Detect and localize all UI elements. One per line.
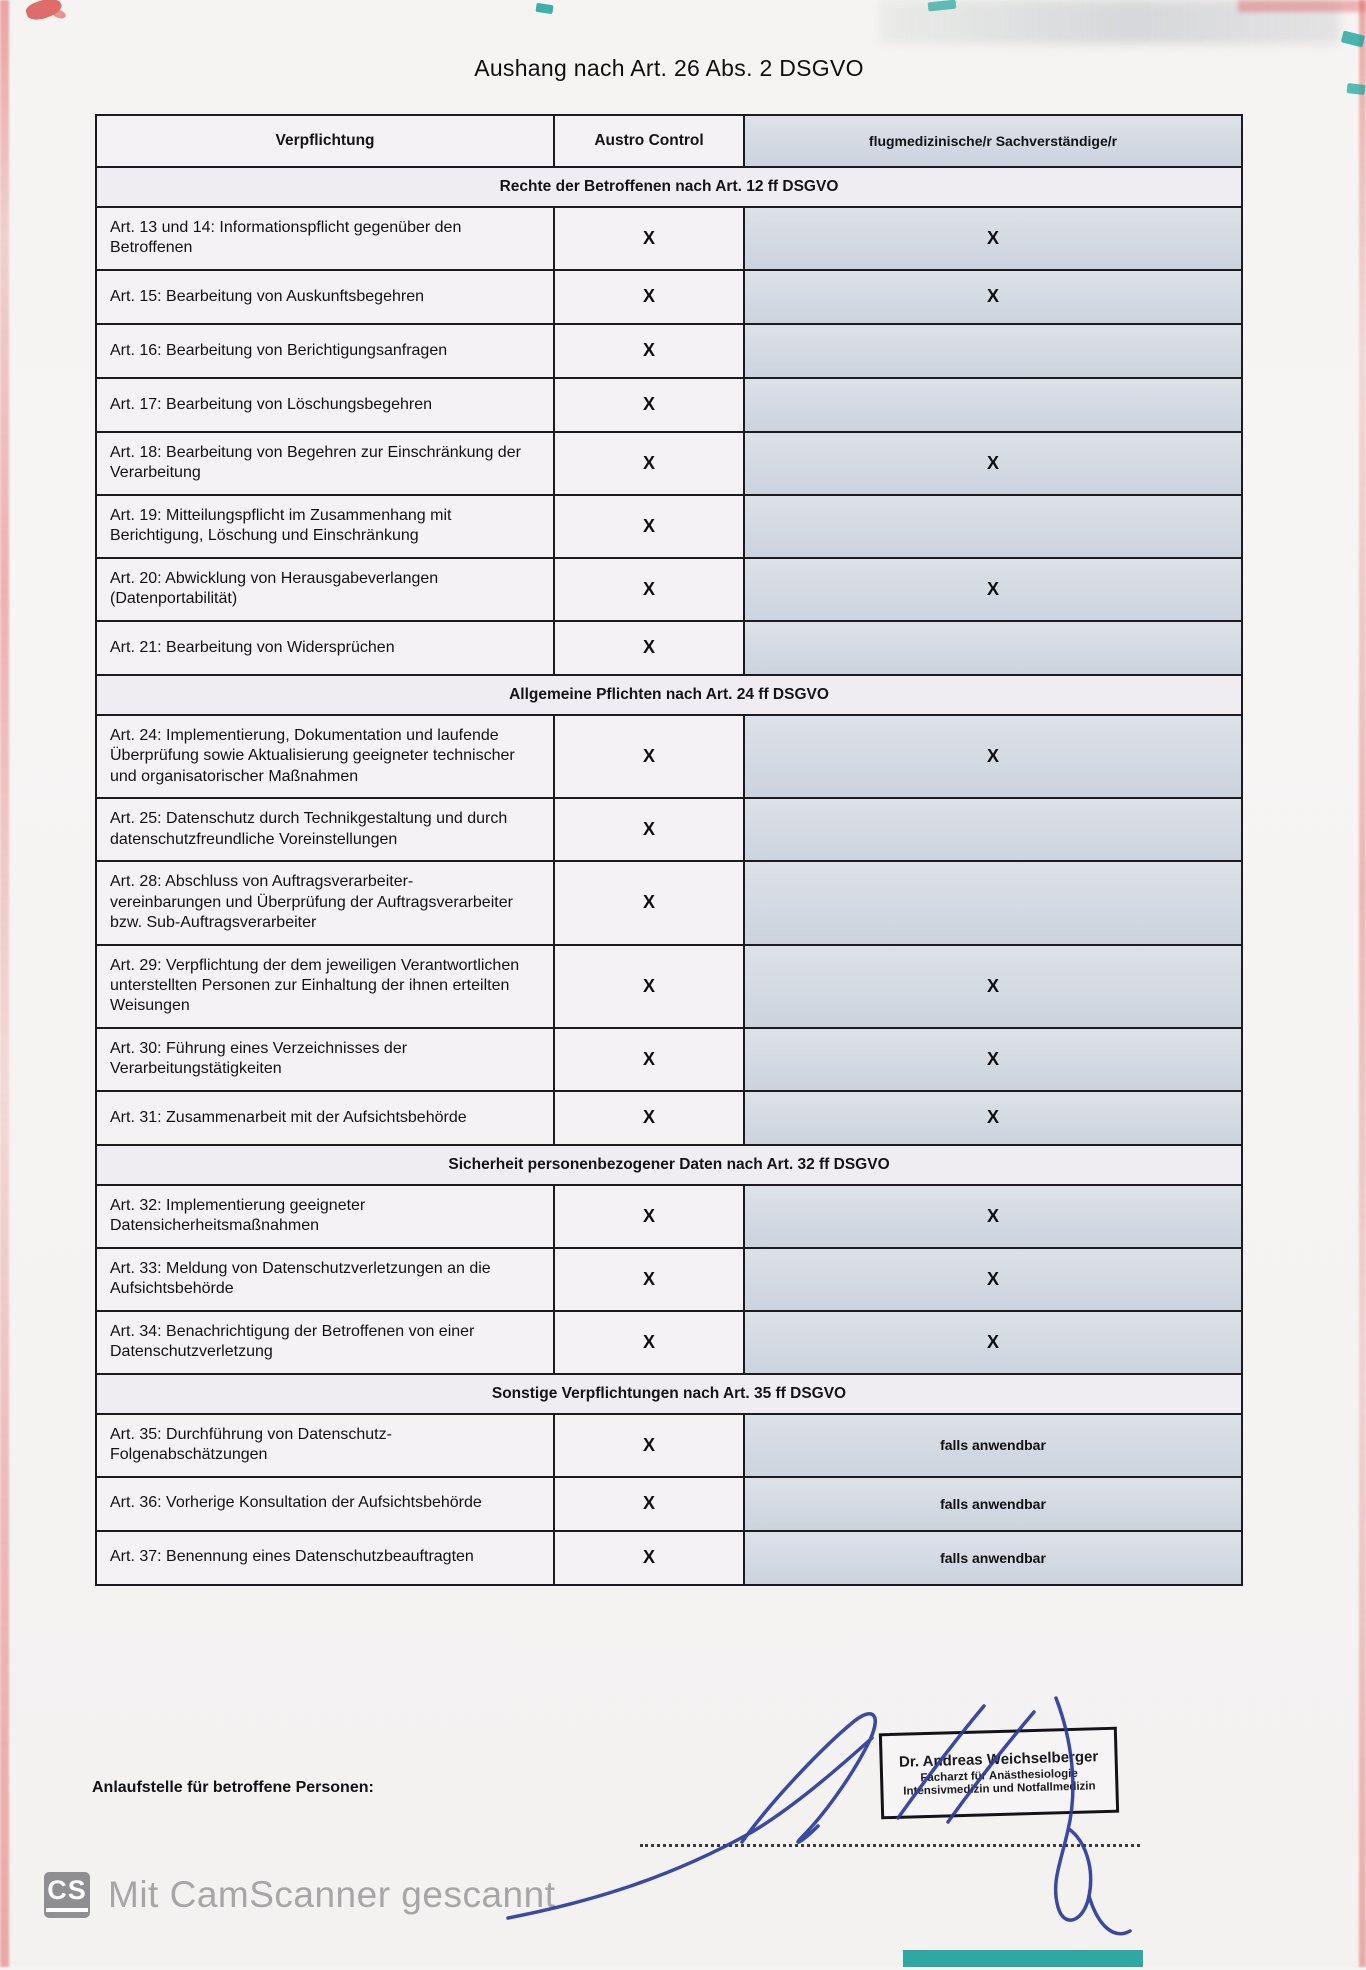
table-row [97,1184,1241,1247]
table-row [97,1027,1241,1090]
austro-control-cell: X [555,1249,745,1310]
obligation-label-cell: Art. 31: Zusammenarbeit mit der Aufsichtsbehörde [97,1092,555,1144]
obligation-label-cell: Art. 37: Benennung eines Datenschutzbeauftragten [97,1532,555,1584]
austro-control-cell: X [555,862,745,943]
column-header-sachverstaendige: flugmedizinische/r Sachverständige/r [745,116,1241,166]
sachverstaendige-cell: X [745,208,1241,269]
austro-control-cell: X [555,1415,745,1476]
table-row [97,714,1241,797]
scan-artifact-top-left-red-small [51,8,67,20]
obligation-label-cell: Art. 29: Verpflichtung der dem jeweiligen Verantwortlichen unterstellten Personen zur Einhaltung der ihnen erteilten Weisungen [97,946,555,1027]
austro-control-cell: X [555,208,745,269]
obligation-label-cell: Art. 35: Durchführung von Datenschutz-Folgenabschätzungen [97,1415,555,1476]
obligation-label-cell: Art. 32: Implementierung geeigneter Datensicherheitsmaßnahmen [97,1186,555,1247]
sachverstaendige-cell: X [745,716,1241,797]
austro-control-cell: X [555,496,745,557]
table-row [97,797,1241,860]
sachverstaendige-cell [745,862,1241,943]
section-title: Sonstige Verpflichtungen nach Art. 35 ff DSGVO [491,1384,847,1402]
scan-artifact-right-teal-1 [1341,31,1365,48]
austro-control-cell: X [555,1532,745,1584]
austro-control-cell: X [555,1092,745,1144]
signature-ink [500,1680,1140,1970]
sachverstaendige-cell: X [745,1029,1241,1090]
obligation-label-cell: Art. 33: Meldung von Datenschutzverletzungen an die Aufsichtsbehörde [97,1249,555,1310]
obligation-label-cell: Art. 19: Mitteilungspflicht im Zusammenhang mit Berichtigung, Löschung und Einschränkung [97,496,555,557]
section-header-row [97,674,1241,714]
table-row [97,860,1241,943]
table-row [97,1413,1241,1476]
table-row [97,944,1241,1027]
obligation-label-cell: Art. 18: Bearbeitung von Begehren zur Einschränkung der Verarbeitung [97,433,555,494]
austro-control-cell: X [555,1029,745,1090]
table-header-row [97,116,1241,166]
contact-point-label: Anlaufstelle für betroffene Personen: [92,1779,374,1796]
sachverstaendige-cell: falls anwendbar [745,1478,1241,1530]
obligation-label-cell: Art. 28: Abschluss von Auftragsverarbeiter-vereinbarungen und Überprüfung der Auftragsverarbeiter bzw. Sub-Auftragsverarbeiter [97,862,555,943]
table-row [97,323,1241,377]
stamp-name: Dr. Andreas Weichselberger [898,1748,1099,1771]
table-row [97,557,1241,620]
sachverstaendige-cell [745,379,1241,431]
obligation-label-cell: Art. 13 und 14: Informationspflicht gegenüber den Betroffenen [97,208,555,269]
section-header-row [97,1373,1241,1413]
sachverstaendige-cell [745,799,1241,860]
sachverstaendige-cell: X [745,1312,1241,1373]
obligation-label-cell: Art. 21: Bearbeitung von Widersprüchen [97,622,555,674]
table-row [97,494,1241,557]
sachverstaendige-cell: X [745,1249,1241,1310]
sachverstaendige-cell: X [745,271,1241,323]
austro-control-cell: X [555,433,745,494]
sachverstaendige-cell: X [745,433,1241,494]
scan-artifact-right-edge [1359,0,1366,1967]
section-title: Rechte der Betroffenen nach Art. 12 ff DSGVO [499,178,839,195]
austro-control-cell: X [555,946,745,1027]
austro-control-cell: X [555,799,745,860]
austro-control-cell: X [555,559,745,620]
table-row [97,620,1241,674]
scan-artifact-top-left-red [24,0,64,23]
sachverstaendige-cell [745,622,1241,674]
obligation-label-cell: Art. 17: Bearbeitung von Löschungsbegehren [97,379,555,431]
table-row [97,1310,1241,1373]
obligation-label-cell: Art. 15: Bearbeitung von Auskunftsbegehren [97,271,555,323]
scan-artifact-bottom-teal-bar [903,1950,1143,1967]
austro-control-cell: X [555,716,745,797]
table-row [97,377,1241,431]
signature-dotted-line [640,1828,1140,1847]
obligation-label-cell: Art. 24: Implementierung, Dokumentation und laufende Überprüfung sowie Aktualisierung geeigneter technischer und organisatorischer Maßnahmen [97,716,555,797]
section-header-row [97,166,1241,206]
stamp-specialty-2: Intensivmedizin und Notfallmedizin [903,1780,1096,1798]
camscanner-logo-text: CS [46,1872,88,1912]
section-title: Allgemeine Pflichten nach Art. 24 ff DSGVO [509,685,829,703]
austro-control-cell: X [555,1312,745,1373]
austro-control-cell: X [555,1478,745,1530]
sachverstaendige-cell [745,325,1241,377]
austro-control-cell: X [555,1186,745,1247]
doctor-stamp [879,1727,1119,1820]
sachverstaendige-cell [745,496,1241,557]
table-row [97,206,1241,269]
table-row [97,1247,1241,1310]
scan-artifact-left-edge [0,0,9,1967]
obligation-label-cell: Art. 20: Abwicklung von Herausgabeverlangen (Datenportabilität) [97,559,555,620]
austro-control-cell: X [555,379,745,431]
table-row [97,1530,1241,1584]
austro-control-cell: X [555,325,745,377]
austro-control-cell: X [555,622,745,674]
obligation-label-cell: Art. 34: Benachrichtigung der Betroffenen von einer Datenschutzverletzung [97,1312,555,1373]
scan-artifact-top-smudge [880,0,1340,44]
sachverstaendige-cell: falls anwendbar [745,1532,1241,1584]
camscanner-logo [44,1872,90,1918]
column-header-verpflichtung: Verpflichtung [97,116,555,166]
sachverstaendige-cell: falls anwendbar [745,1415,1241,1476]
obligation-label-cell: Art. 25: Datenschutz durch Technikgestaltung und durch datenschutzfreundliche Voreinstellungen [97,799,555,860]
table-row [97,269,1241,323]
table-body [97,166,1241,1584]
stamp-specialty-1: Facharzt für Anästhesiologie [920,1767,1078,1785]
scan-artifact-top-right-red [1238,0,1366,12]
table-row [97,1476,1241,1530]
austro-control-cell: X [555,271,745,323]
camscanner-caption: Mit CamScanner gescannt [108,1874,556,1915]
sachverstaendige-cell: X [745,559,1241,620]
sachverstaendige-cell: X [745,1092,1241,1144]
sachverstaendige-cell: X [745,946,1241,1027]
section-header-row [97,1144,1241,1184]
scan-artifact-top-teal [535,3,553,14]
section-title: Sicherheit personenbezogener Daten nach Art. 32 ff DSGVO [448,1155,890,1173]
page-title: Aushang nach Art. 26 Abs. 2 DSGVO [474,55,864,81]
dsgvo-obligations-table [95,114,1243,1586]
column-header-austro-control: Austro Control [555,116,745,166]
obligation-label-cell: Art. 36: Vorherige Konsultation der Aufsichtsbehörde [97,1478,555,1530]
table-row [97,1090,1241,1144]
obligation-label-cell: Art. 16: Bearbeitung von Berichtigungsanfragen [97,325,555,377]
scan-artifact-top-teal-2 [928,0,957,11]
camscanner-footer [44,1872,555,1918]
sachverstaendige-cell: X [745,1186,1241,1247]
table-row [97,431,1241,494]
obligation-label-cell: Art. 30: Führung eines Verzeichnisses der Verarbeitungstätigkeiten [97,1029,555,1090]
scan-artifact-right-teal-2 [1347,83,1366,95]
